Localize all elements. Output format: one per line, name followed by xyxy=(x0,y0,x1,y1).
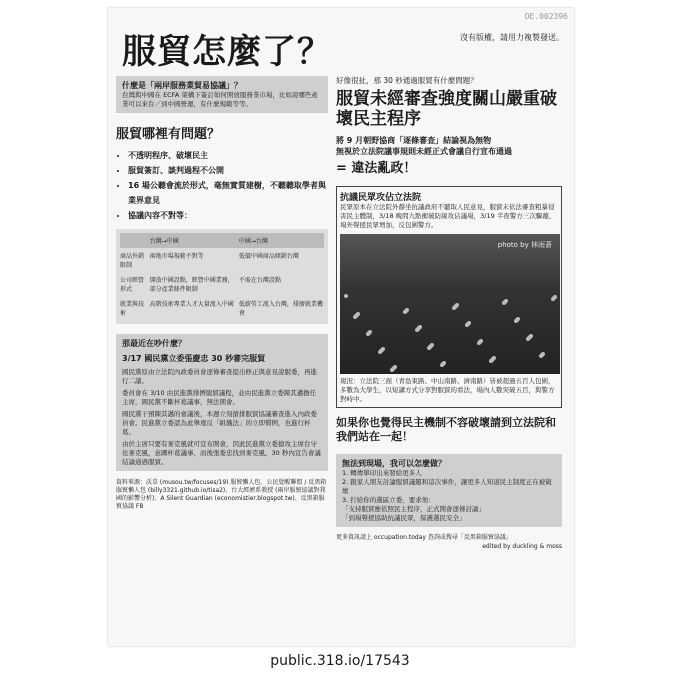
occupy-title: 抗議民眾攻佔立法院 xyxy=(340,193,422,203)
problem-item: • 16 場公聽會流於形式，毫無實質建樹，不聽聽取學者與業界意見 xyxy=(128,178,328,208)
crowd-figure xyxy=(452,306,456,310)
recent-paragraph: 由於主席只要有麥克風就可宣布開會，因此民進黨立委搶攻主席台守住麥克風，意圖杯葛議事，而後張委忠找到麥克風，30 秒內宣告會議結論通過服貿。 xyxy=(122,440,321,466)
problems-list xyxy=(116,148,328,223)
recent-box xyxy=(116,334,328,471)
edited-by: edited by duckling & moss xyxy=(482,543,562,550)
recent-paragraph: 國民黨干預陳其邁的會議後，本週立刻搶排服貿協議審查進入內政委員會。民進黨立委認為此舉違反「組織法」的立即慣例，也進行杯葛。 xyxy=(122,410,317,436)
photo-caption: 現況：立法院三面（青島東路、中山南路、濟南路）皆被超過五百人包圍，多數為大學生，以短講方式分享對服貿的看法，場內人數突破五百，與警方對峙中。 xyxy=(340,377,555,403)
intro-question: 什麼是「兩岸服務業貿易協議」？ xyxy=(122,81,242,90)
action-item: 「到場聲援協助抗議民眾，保護選民安全」 xyxy=(342,514,466,522)
source-url: public.318.io/17543 xyxy=(270,653,410,669)
problem-item: • 協議內容不對等： xyxy=(128,208,328,223)
right-sub: 無視於立法院議事規則未經正式會議自行宣布通過 xyxy=(336,147,512,156)
right-sub-verdict: = 違法亂政！ xyxy=(336,161,417,176)
crowd-figure xyxy=(344,294,348,298)
recent-paragraph: 國民黨原由立法院內政委員會逐條審查提出修正與意見說服委，再進行二讀。 xyxy=(122,368,317,385)
crowd-figure xyxy=(440,363,444,367)
photo-credit: photo by 林雨蒼 xyxy=(497,241,552,249)
table-row: 就業與技術 高階技術專業人才大量流入中國 低薪勞工流入台灣，排擠就業機會 xyxy=(120,301,323,317)
occupy-box xyxy=(336,186,562,408)
copyright-note: 沒有版權，請用力複製發送。 xyxy=(460,33,564,42)
archive-stamp: OE.002396 xyxy=(524,12,568,21)
crowd-figure xyxy=(502,301,506,305)
flyer-sheet xyxy=(108,8,574,646)
comparison-table xyxy=(116,229,328,324)
more-info: 更多資訊請上 occupation.today 查詢或搜尋「反黑箱服貿協議」 xyxy=(336,534,512,541)
table-row: 公司經營形式 開放中國設點，經營中國業務，部分產業條件限制 不需在台灣設點 xyxy=(120,277,281,293)
references: 資料來源：沃草 (musou.tw/focuses/19) 服貿懶人包、公民覺醒聯盟 / 反黑箱服貿懶人包 (billy3321.github.io/tisa2)、台大經濟系教授 (兩岸服貿協議對我國的影響分析)、A Silent Guardian (economistier.blogspot.tw)、反黑箱服貿協議 FB xyxy=(116,479,327,510)
crowd-figure xyxy=(465,323,469,327)
crowd-figure xyxy=(489,359,493,363)
right-column xyxy=(336,76,562,551)
crowd-figure xyxy=(366,332,370,336)
recent-question: 那最近在吵什麼？ xyxy=(122,339,186,348)
action-question: 無法到現場，我可以怎麼做？ xyxy=(342,459,446,468)
problem-item: • 不透明程序、破壞民主 xyxy=(128,148,328,163)
action-item: 「支持服貿應依照民主程序，正式開會逐條討論」 xyxy=(342,505,485,513)
action-item: 1. 轉傳單印出來發給更多人 xyxy=(342,469,422,477)
crowd-figure xyxy=(415,328,419,332)
crowd-figure xyxy=(390,368,394,372)
recent-headline: 3/17 國民黨立委張慶忠 30 秒審完服貿 xyxy=(122,354,266,363)
crowd-figure xyxy=(526,337,530,341)
action-box xyxy=(336,454,562,527)
call-to-action: 如果你也覺得民主機制不容破壞請到立法院和我們站在一起！ xyxy=(336,416,556,443)
crowd-figure xyxy=(539,354,543,358)
problem-item: • 服貿簽訂、談判過程不公開 xyxy=(128,163,328,178)
action-item: 3. 打給你的選區立委，要求他： xyxy=(342,496,435,504)
problems-title: 服貿哪裡有問題？ xyxy=(116,127,221,142)
intro-text: 台灣與中國在 ECFA 架構下簽訂如何開放服務業市場，比如說哪些產業可以來台／到中國營運，有什麼規範等等。 xyxy=(122,91,318,108)
occupy-text: 民眾原本在立法院外靜坐抗議政府不聽取人民意見，服貿未依法審查粗暴侵害民主體制，3/18 晚間九點衝破防線攻佔議場，3/19 半夜警方三次驅離，場外聲援民眾增加，反包圍警方。 xyxy=(340,203,556,229)
crowd-figure xyxy=(427,346,431,350)
crowd-figure xyxy=(403,310,407,314)
action-item: 2. 跟家人朋友討論服貿議題和這次事件，讓更多人知道民主制度正在被破壞 xyxy=(342,478,552,495)
table-header: 台灣→中國 中國→台灣 xyxy=(120,233,324,248)
crowd-figure xyxy=(378,350,382,354)
right-headline: 服貿未經審查強度關山嚴重破壞民主程序 xyxy=(336,89,557,129)
right-sub: 將 9 月朝野協商「逐條審查」結論視為無物 xyxy=(336,136,492,145)
occupation-photo xyxy=(340,234,560,374)
crowd-figure xyxy=(551,297,555,301)
crowd-figure xyxy=(514,319,518,323)
left-column xyxy=(116,76,328,511)
intro-box xyxy=(116,76,328,113)
right-question: 好像很扯，那 30 秒通過服貿有什麼問題？ xyxy=(336,76,478,85)
flyer-title: 服貿怎麼了？ xyxy=(122,32,332,72)
recent-paragraph: 委員會在 3/10 由民進黨排擠服貿議程，並由民進黨立委陳其邁擔任主席，國民黨不斷杯葛議事，無法開會。 xyxy=(122,389,317,406)
crowd-figure xyxy=(353,315,357,319)
table-row: 商品外銷限制 兩地市場規範不對等 低價中國商品傾銷台灣 xyxy=(120,253,299,269)
crowd-figure xyxy=(477,341,481,345)
